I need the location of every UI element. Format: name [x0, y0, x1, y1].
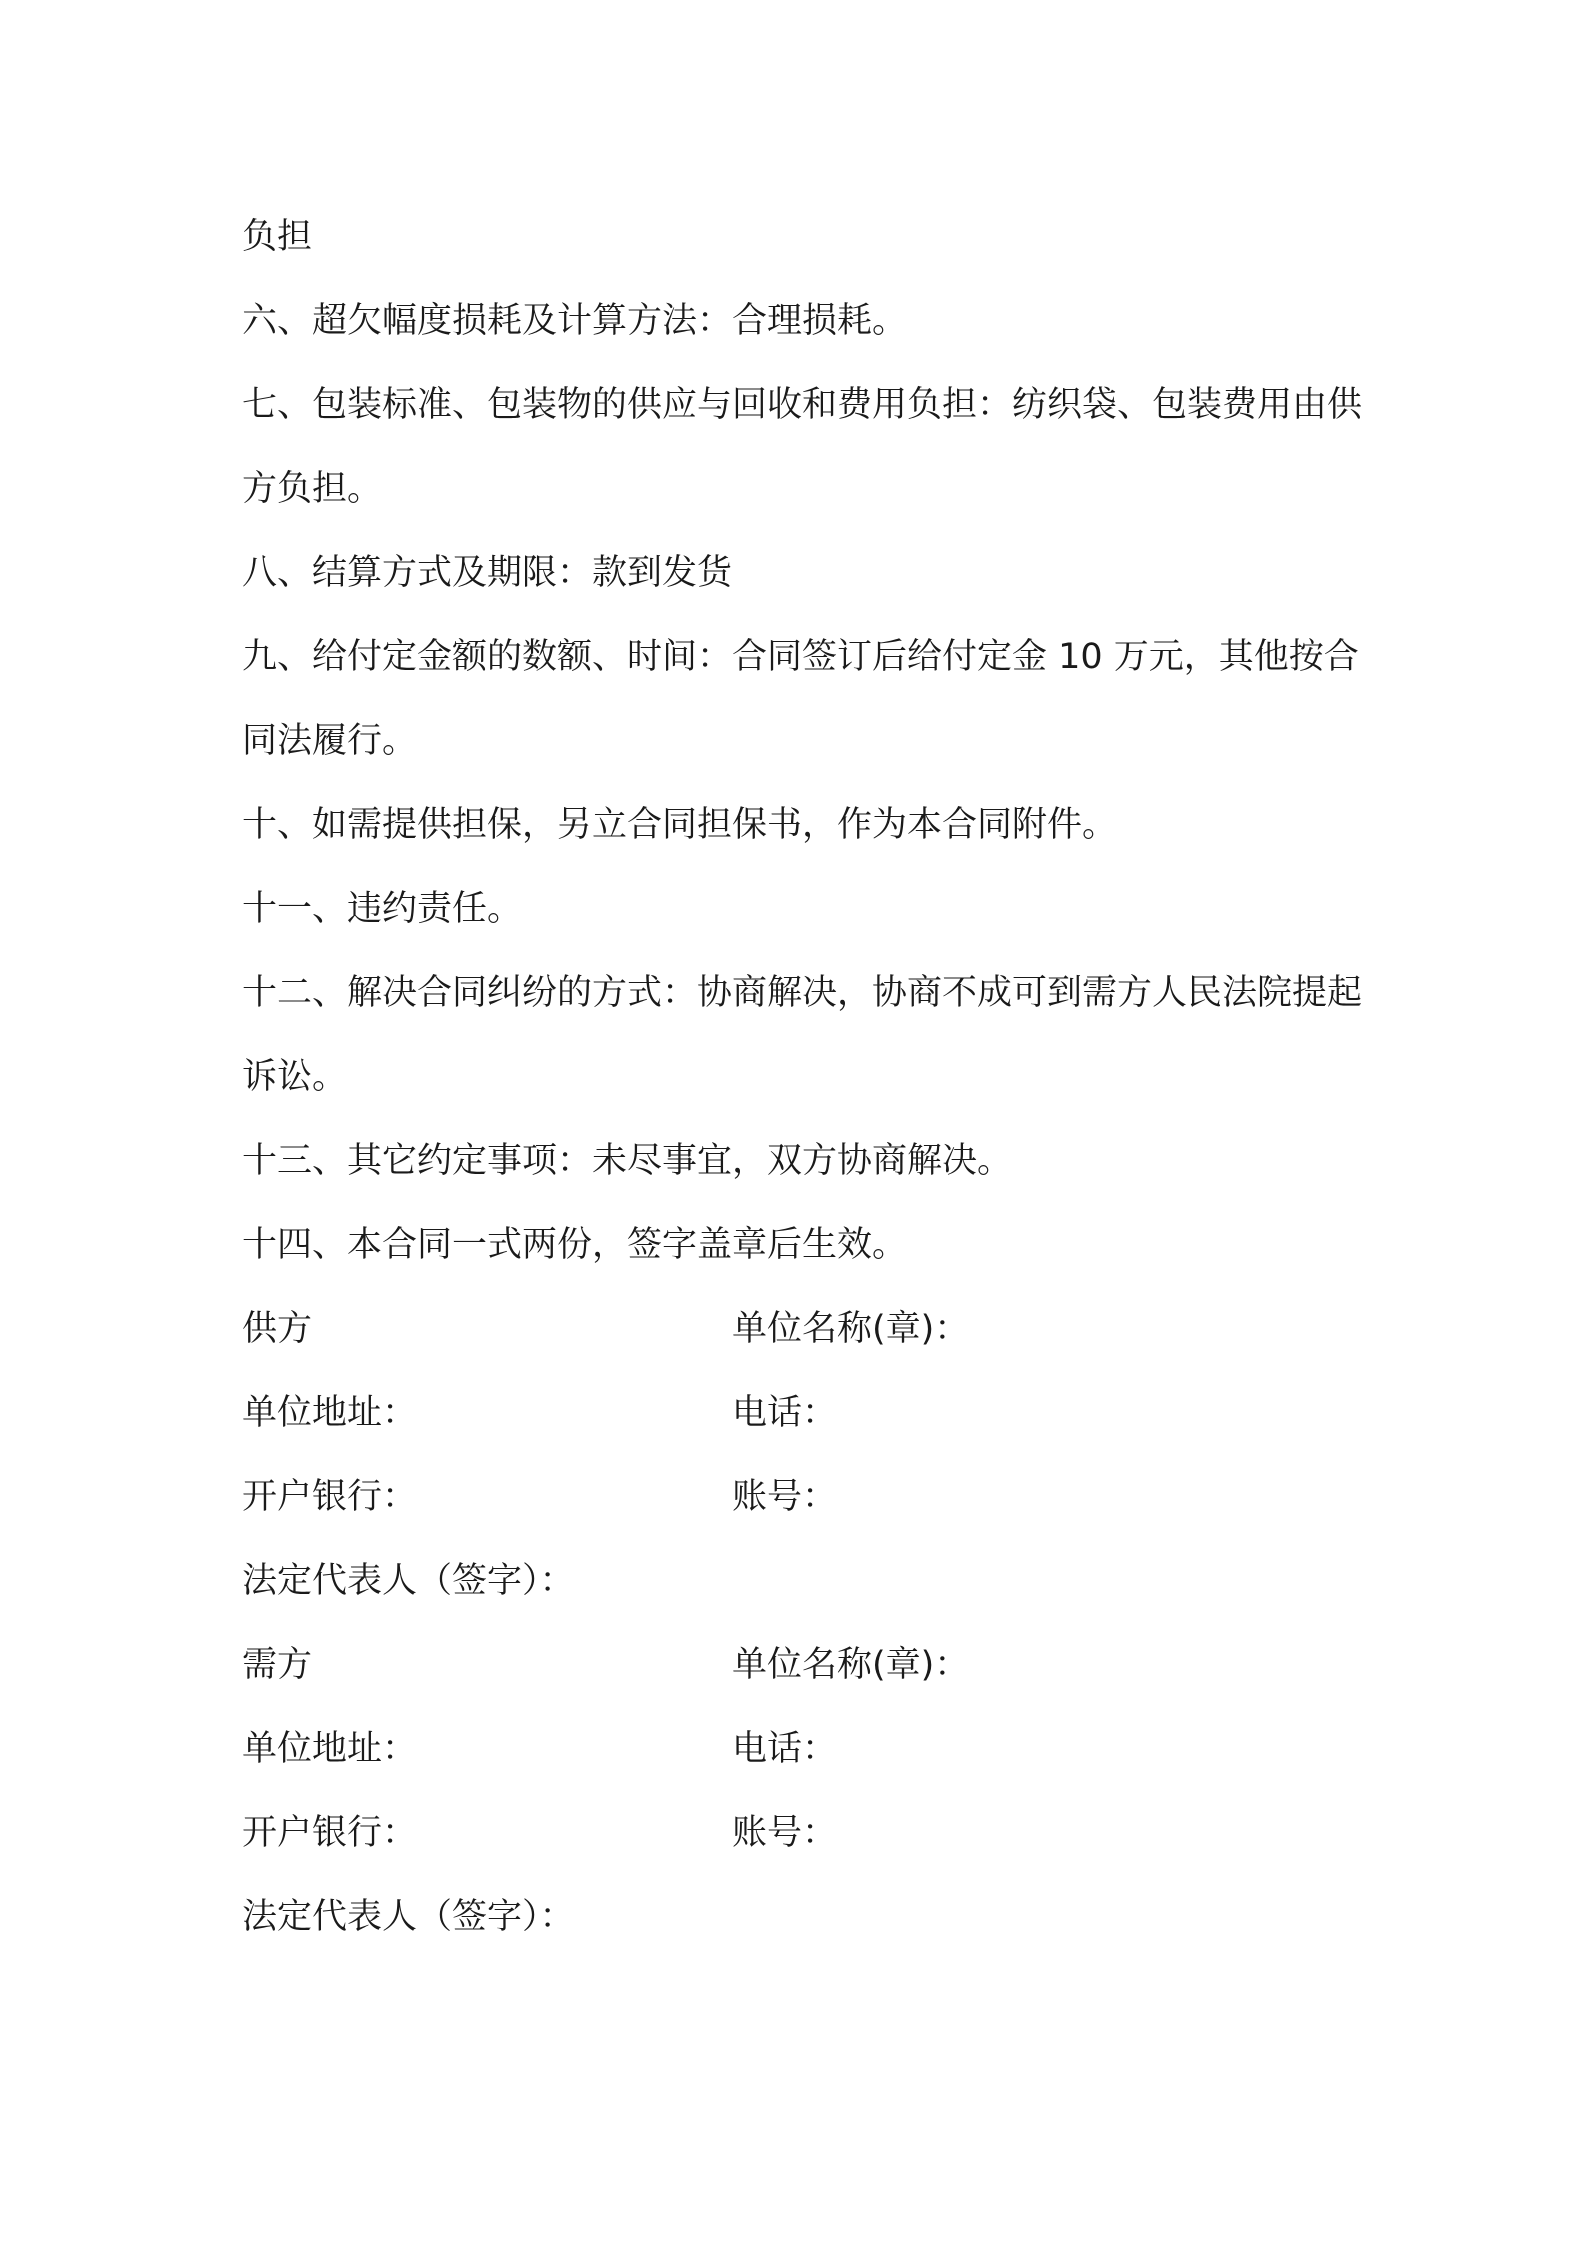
buyer-account-field: 账号：	[732, 1813, 838, 1853]
clause-13-other: 十三、其它约定事项：未尽事宜，双方协商解决。	[242, 1141, 1013, 1181]
buyer-row-4	[242, 1875, 1362, 1959]
buyer-row-2	[242, 1707, 1362, 1791]
document-body	[242, 195, 1362, 1959]
buyer-party-label: 需方	[242, 1645, 313, 1685]
supplier-row-2	[242, 1371, 1362, 1455]
buyer-phone-field: 电话：	[732, 1729, 838, 1769]
clause-7-packaging: 七、包装标准、包装物的供应与回收和费用负担：纺织袋、包装费用由供方负担。	[242, 385, 1363, 509]
clause-8-settlement: 八、结算方式及期限：款到发货	[242, 553, 733, 593]
supplier-unit-name-field: 单位名称(章)：	[732, 1309, 970, 1349]
buyer-row-1	[242, 1623, 1362, 1707]
supplier-signature-block	[242, 1287, 1362, 1623]
supplier-address-field: 单位地址：	[242, 1393, 418, 1433]
buyer-bank-field: 开户银行：	[242, 1813, 418, 1853]
buyer-unit-name-field: 单位名称(章)：	[732, 1645, 970, 1685]
clause-10-guarantee: 十、如需提供担保，另立合同担保书，作为本合同附件。	[242, 805, 1118, 845]
supplier-phone-field: 电话：	[732, 1393, 838, 1433]
supplier-bank-field: 开户银行：	[242, 1477, 418, 1517]
supplier-account-field: 账号：	[732, 1477, 838, 1517]
buyer-signature-block	[242, 1623, 1362, 1959]
supplier-party-label: 供方	[242, 1309, 313, 1349]
buyer-address-field: 单位地址：	[242, 1729, 418, 1769]
supplier-row-1	[242, 1287, 1362, 1371]
buyer-row-3	[242, 1791, 1362, 1875]
clause-12-disputes: 十二、解决合同纠纷的方式：协商解决，协商不成可到需方人民法院提起诉讼。	[242, 973, 1363, 1097]
clause-9-deposit: 九、给付定金额的数额、时间：合同签订后给付定金 10 万元，其他按合同法履行。	[242, 637, 1359, 761]
clause-14-copies: 十四、本合同一式两份，签字盖章后生效。	[242, 1225, 908, 1265]
supplier-row-4	[242, 1539, 1362, 1623]
paragraph-continuation: 负担	[242, 217, 313, 257]
supplier-representative-field: 法定代表人（签字）：	[242, 1561, 575, 1601]
buyer-representative-field: 法定代表人（签字）：	[242, 1897, 575, 1937]
clause-11-liability: 十一、违约责任。	[242, 889, 523, 929]
clause-6-loss: 六、超欠幅度损耗及计算方法：合理损耗。	[242, 301, 908, 341]
supplier-row-3	[242, 1455, 1362, 1539]
